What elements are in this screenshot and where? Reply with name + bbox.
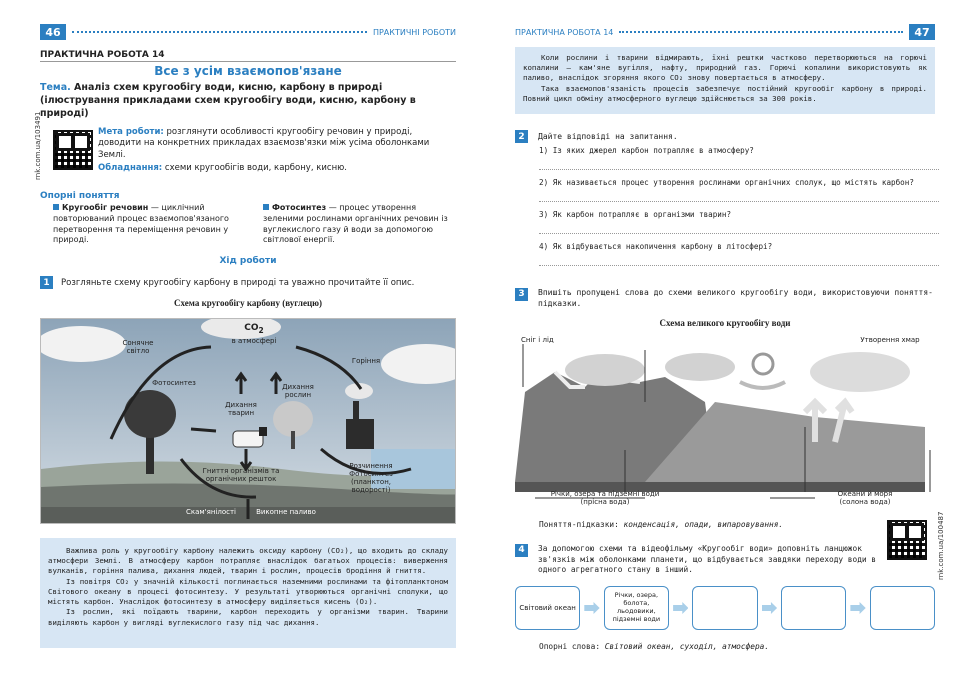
- label-plant-breath: Дихання рослин: [282, 383, 314, 400]
- qr-url: rnk.com.ua/100487: [937, 511, 945, 580]
- description-paragraph: Із рослин, які поїдають тварини, карбон переходить у організми тварин. Тварини виділяють карбон у вигляді вуглекислого газу під час дихання.: [48, 607, 448, 627]
- answer-line[interactable]: [539, 201, 939, 202]
- task-number: 3: [515, 288, 528, 301]
- label-fossils: Скам'янілості: [186, 508, 236, 516]
- right-page: [485, 0, 970, 686]
- chain-box-blank[interactable]: [781, 586, 846, 630]
- chain-box-blank[interactable]: [870, 586, 935, 630]
- question: 4) Як відбувається накопичення карбону в літосфері?: [539, 242, 773, 251]
- water-cycle-illustration: [515, 332, 935, 512]
- label-atmosphere: в атмосфері: [231, 337, 277, 345]
- task-1: 1 Розгляньте схему кругообігу карбону в природі та уважно прочитайте її опис.: [40, 276, 460, 289]
- label-snow: Сніг і лід: [521, 336, 554, 344]
- water-scheme-title: Схема великого кругообігу води: [659, 318, 791, 328]
- label-oceans: Океани й моря (солона вода): [837, 490, 893, 507]
- task-2: 2 Дайте відповіді на запитання.: [515, 130, 935, 143]
- task-number: 1: [40, 276, 53, 289]
- hints: Поняття-підказки: конденсація, опади, випаровування.: [539, 520, 784, 529]
- answer-line[interactable]: [539, 169, 939, 170]
- label-clouds: Утворення хмар: [860, 336, 920, 344]
- work-title: ПРАКТИЧНА РОБОТА 14: [40, 50, 165, 60]
- continuation-paragraph: Коли рослини і тварини відмирають, їхні рештки частково перетворюються на горючі копалини — кам'яне вугілля, нафту, природний газ. Горючі копалини використовують як паливо, внаслідок згоряння якого CO₂ знову повертається в атмосферу.: [523, 53, 927, 83]
- topic: Тема. Аналіз схем кругообігу води, кисню, карбону в природі (ілюстрування прикладами схем кругообігу води, кисню, карбону в природі): [40, 82, 416, 119]
- continuation-paragraph: Така взаємопов'язаність процесів забезпечує постійний кругообіг карбону в природі. Повний цикл обміну атмосферного вуглецю здійснюється за 300 років.: [523, 83, 927, 103]
- task-3: 3 Впишіть пропущені слова до схеми великого кругообігу води, використовуючи поняття-підказки.: [515, 288, 935, 310]
- label-photosynthesis: Фотосинтез: [152, 379, 196, 387]
- concept-2: Фотосинтез — процес утворення зеленими рослинами органічних речовин із вуглекислого газу й води за допомогою світлової енергії.: [263, 203, 448, 245]
- cloud-shape: [565, 354, 645, 386]
- description-box: [40, 538, 456, 648]
- label-rivers: Річки, озера та підземні води (прісна вода): [550, 490, 660, 507]
- chain-arrow: [584, 602, 599, 614]
- question: 2) Як називається процес утворення рослинами органічних сполук, що містять карбон?: [539, 178, 914, 187]
- label-burning: Горіння: [351, 357, 381, 365]
- page-number: 46: [40, 24, 66, 40]
- cloud-shape: [665, 353, 735, 381]
- description-paragraph: Із повітря CO₂ у значній кількості поглинається наземними рослинами та фітопланктоном Світового океану в процесі фотосинтезу. У результаті утворюються органічні сполуки, що містять карбон. Унаслідок фотосинтезу в атмосферу виділяється кисень (O₂).: [48, 576, 448, 607]
- carbon-cycle-diagram: [40, 318, 456, 524]
- sun-icon: [753, 354, 773, 374]
- label-sun: Сонячне світло: [122, 339, 154, 356]
- cloud-shape: [810, 352, 910, 392]
- water-cycle-diagram: [515, 332, 935, 512]
- concept-1: Кругообіг речовин — циклічний повторюваний процес взаємопов'язаного перетворення та переміщення речовин у природі.: [53, 203, 229, 245]
- description-paragraph: Важлива роль у кругообігу карбону належить оксиду карбону (CO₂), що входить до складу атмосфери Землі. В атмосферу карбон потрапляє внаслідок багатьох процесів: виверження вулканів, горіння палива, дихання людей, тварин і рослин, процесів бродіння й гниття.: [48, 546, 448, 576]
- support-words: Опорні слова: Світовий океан, суходіл, атмосфера.: [539, 642, 770, 651]
- running-head: [40, 24, 456, 40]
- concepts-title: Опорні поняття: [40, 191, 120, 201]
- running-head-text: ПРАКТИЧНІ РОБОТИ: [372, 27, 456, 37]
- continuation-box: [515, 47, 935, 114]
- chain-box-blank[interactable]: [692, 586, 757, 630]
- questions: [539, 146, 939, 274]
- running-head: [515, 24, 935, 40]
- question: 3) Як карбон потрапляє в організми тварин?: [539, 210, 732, 219]
- answer-line[interactable]: [539, 233, 939, 234]
- label-dissolution: Розчинення Фотосинтез (планктон, водорості): [349, 462, 393, 495]
- label-fuel: Викопне паливо: [256, 508, 316, 516]
- chain-arrow: [762, 602, 777, 614]
- question: 1) Із яких джерел карбон потрапляє в атмосферу?: [539, 146, 754, 155]
- scheme-title: Схема кругообігу карбону (вуглецю): [173, 298, 323, 308]
- qr-code[interactable]: [53, 130, 93, 170]
- label-decay: Гниття організмів та органічних решток: [202, 467, 280, 484]
- label-animal-breath: Дихання тварин: [225, 401, 257, 418]
- qr-code[interactable]: [887, 520, 927, 560]
- task-number: 4: [515, 544, 528, 557]
- page-number: 47: [909, 24, 935, 40]
- chain-box: Річки, озера, болота, льодовики, підземні води: [604, 586, 669, 630]
- chain: [515, 583, 935, 633]
- chain-arrow: [850, 602, 865, 614]
- equipment: Обладнання: схеми кругообігів води, карбону, кисню.: [98, 163, 347, 173]
- chain-arrow: [673, 602, 688, 614]
- task-number: 2: [515, 130, 528, 143]
- page-title: Все з усім взаємопов'язане: [154, 64, 342, 78]
- answer-line[interactable]: [539, 265, 939, 266]
- goal: Мета роботи: розглянути особливості кругообігу речовин у природі, доводити на конкретних прикладах взаємозв'язки між усіма оболонками Землі.: [98, 127, 430, 160]
- qr-url: rnk.com.ua/103491: [34, 111, 42, 180]
- arrow-shape: [191, 429, 216, 431]
- label-co2: $CO_2$: [244, 323, 264, 335]
- task-4: 4 За допомогою схеми та відеофільму «Кругообіг води» доповніть ланцюжок зв'язків між оболонками планети, що відбувається завдяки переходу води в одного агрегатного стану в інший.: [515, 544, 880, 576]
- running-head-text: ПРАКТИЧНА РОБОТА 14: [515, 27, 614, 37]
- progress-title: Хід роботи: [219, 256, 277, 266]
- chain-box: Світовий океан: [515, 586, 580, 630]
